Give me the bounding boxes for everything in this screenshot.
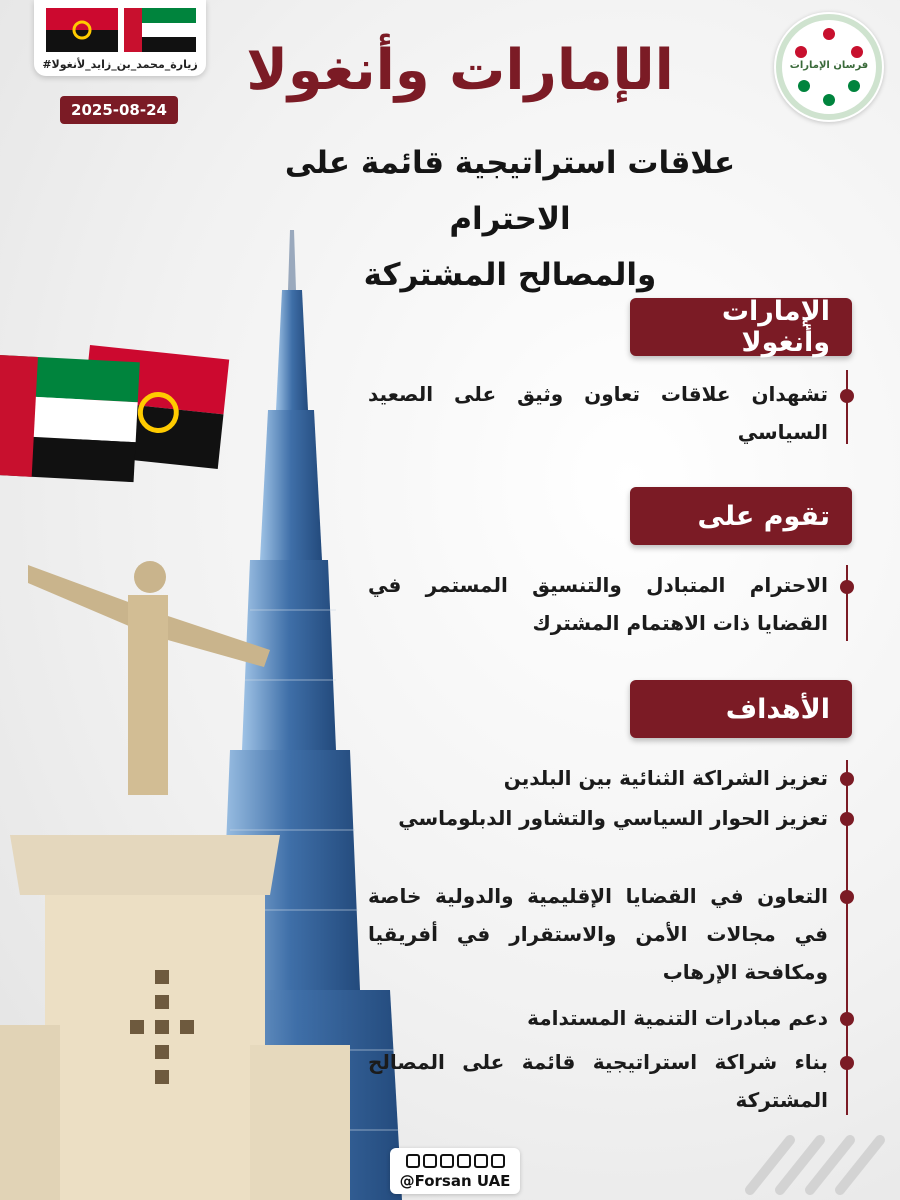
subtitle-line-1: علاقات استراتيجية قائمة على الاحترام	[284, 145, 736, 237]
x-icon[interactable]	[457, 1154, 471, 1168]
cristo-rei-monument-illustration	[0, 555, 350, 1200]
list-item: تعزيز الشراكة الثنائية بين البلدين	[503, 766, 828, 790]
bullet-dot	[840, 1056, 854, 1070]
timeline-line	[846, 565, 848, 641]
page-title: الإمارات وأنغولا	[246, 38, 674, 103]
facebook-icon[interactable]	[440, 1154, 454, 1168]
section-header-goals: الأهداف	[630, 680, 852, 738]
instagram-icon[interactable]	[423, 1154, 437, 1168]
list-item: تشهدان علاقات تعاون وثيق على الصعيد السياسي	[368, 382, 828, 444]
hashtag-label: #زيارة_محمد_بن_زايد_لأنغولا	[42, 58, 198, 71]
bullet-dot	[840, 580, 854, 594]
bullet-dot	[840, 772, 854, 786]
logo-text: فرسان الإمارات	[789, 60, 869, 71]
timeline-line	[846, 370, 848, 444]
uae-flag-icon	[124, 8, 196, 52]
section-header-uae-angola: الإمارات وأنغولا	[630, 298, 852, 356]
list-item: الاحترام المتبادل والتنسيق المستمر في القضايا ذات الاهتمام المشترك	[368, 573, 828, 635]
section-header-based-on: تقوم على	[630, 487, 852, 545]
page-subtitle	[250, 135, 770, 303]
snapchat-icon[interactable]	[406, 1154, 420, 1168]
date-badge: 2025-08-24	[60, 96, 178, 124]
footer-handle[interactable]: @Forsan UAE	[399, 1172, 511, 1190]
decorative-stripes	[730, 1090, 890, 1200]
list-item: بناء شراكة استراتيجية قائمة على المصالح المشتركة	[368, 1050, 828, 1112]
list-item: التعاون في القضايا الإقليمية والدولية خاصة في مجالات الأمن والاستقرار في أفريقيا ومكافحة الإرهاب	[368, 884, 828, 984]
angola-flag-icon	[46, 8, 118, 52]
telegram-icon[interactable]	[474, 1154, 488, 1168]
list-item: دعم مبادرات التنمية المستدامة	[527, 1006, 828, 1030]
bullet-dot	[840, 1012, 854, 1026]
bullet-dot	[840, 389, 854, 403]
subtitle-line-2: والمصالح المشتركة	[363, 257, 657, 293]
list-item: تعزيز الحوار السياسي والتشاور الدبلوماسي	[398, 806, 828, 830]
waving-flags-illustration	[0, 340, 240, 490]
bullet-dot	[840, 812, 854, 826]
youtube-icon[interactable]	[491, 1154, 505, 1168]
social-icons-row	[398, 1154, 512, 1168]
bullet-dot	[840, 890, 854, 904]
